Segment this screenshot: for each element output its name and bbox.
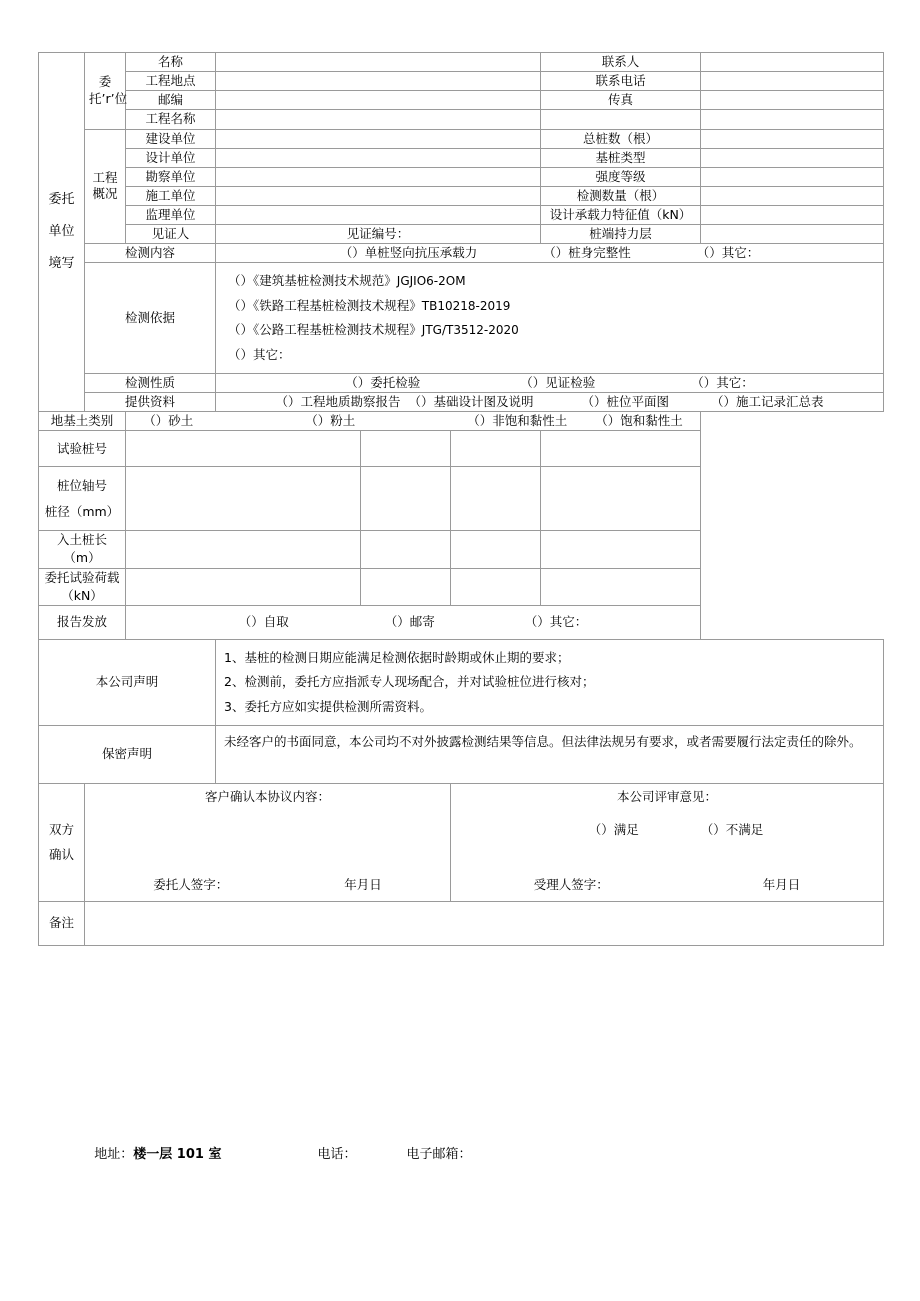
label-confidentiality-statement: 保密声明 — [39, 725, 216, 783]
cell-pile-axis-4[interactable] — [541, 467, 701, 531]
label-detection-nature: 检测性质 — [85, 373, 216, 392]
label-contact-phone: 联系电话 — [541, 72, 701, 91]
client-confirmation-title: 客户确认本协议内容： — [204, 789, 330, 805]
option-satisfied[interactable]: （）满足 — [588, 821, 639, 837]
table-row — [39, 605, 884, 639]
option-sandy-soil[interactable]: （）砂土 — [143, 413, 194, 429]
label-embedded-pile-length: 入土桩长（m） — [39, 531, 126, 568]
table-row — [39, 206, 884, 225]
company-review-cell — [451, 783, 884, 901]
cell-test-load-4[interactable] — [541, 568, 701, 605]
option-saturated-clay[interactable]: （）饱和黏性土 — [595, 413, 683, 429]
both-parties-label-text: 双方确认 — [48, 822, 74, 863]
label-project-location: 工程地点 — [126, 72, 216, 91]
label-report-delivery: 报告发放 — [39, 605, 126, 639]
spacer-cell-right-1 — [541, 110, 701, 129]
value-postcode[interactable] — [216, 91, 541, 110]
table-row — [39, 568, 884, 605]
acceptor-signature-row — [455, 876, 879, 894]
cell-test-pile-number-3[interactable] — [451, 431, 541, 467]
company-review-title: 本公司评审意见： — [616, 789, 717, 805]
label-commissioned-test-load: 委托试验荷载（kN） — [39, 568, 126, 605]
table-row — [39, 167, 884, 186]
table-row — [39, 110, 884, 129]
value-pile-bearing-layer[interactable] — [701, 225, 884, 244]
table-row — [39, 412, 884, 431]
value-design-unit[interactable] — [216, 148, 541, 167]
company-statement-line-3: 3、委托方应如实提供检测所需资料。 — [224, 698, 432, 714]
value-construction-unit[interactable] — [216, 129, 541, 148]
label-test-quantity: 检测数量（根） — [541, 186, 701, 205]
basis-code-2: TB10218-2019 — [421, 298, 511, 313]
vertical-label-c0: 委托单位境写 — [48, 192, 75, 271]
cell-test-pile-number-1[interactable] — [126, 431, 361, 467]
option-content-other[interactable]: （）其它： — [696, 245, 760, 261]
basis-mark-1: （） — [228, 273, 254, 289]
basis-option-2[interactable] — [220, 294, 879, 318]
table-row — [39, 225, 884, 244]
footer-address-value: 楼一层 101 室 — [133, 1147, 222, 1162]
project-group-label — [85, 129, 126, 244]
table-row — [39, 431, 884, 467]
cell-pile-axis-1[interactable] — [126, 467, 361, 531]
value-project-name[interactable] — [216, 110, 541, 129]
table-row — [39, 531, 884, 568]
basis-option-3[interactable] — [220, 318, 879, 342]
label-strength-grade: 强度等级 — [541, 167, 701, 186]
basis-title-2: 《铁路工程基桩检测技术规程》 — [253, 297, 422, 313]
project-group-label-text: 工程概况 — [92, 169, 118, 202]
table-row — [39, 263, 884, 374]
label-total-piles: 总桩数（根） — [541, 129, 701, 148]
basis-title-4: 其它： — [253, 346, 291, 362]
option-foundation-design-drawing[interactable]: （）基础设计图及说明 — [408, 394, 534, 410]
basis-mark-3: （） — [228, 322, 254, 338]
label-contact-person: 联系人 — [541, 53, 701, 72]
cell-pile-length-1[interactable] — [126, 531, 361, 568]
label-survey-unit: 勘察单位 — [126, 167, 216, 186]
basis-title-3: 《公路工程基桩检测技术规程》 — [253, 322, 422, 338]
cell-test-load-3[interactable] — [451, 568, 541, 605]
client-group-label — [85, 53, 126, 130]
remarks-label: 备注 — [48, 915, 74, 931]
value-pile-type[interactable] — [701, 148, 884, 167]
table-row — [39, 639, 884, 725]
table-row — [39, 53, 884, 72]
option-pile-layout-plan[interactable]: （）桩位平面图 — [581, 394, 669, 410]
label-pile-bearing-layer: 桩端持力层 — [541, 225, 701, 244]
footer-email-label: 电子邮箱： — [406, 1147, 472, 1162]
detection-basis-options — [216, 263, 884, 374]
label-construction-unit: 建设单位 — [126, 129, 216, 148]
option-delivery-other[interactable]: （）其它： — [524, 614, 588, 630]
label-pile-axis-number: 桩位轴号 — [56, 477, 107, 493]
company-statement-line-2: 2、检测前，委托方应指派专人现场配合，并对试验桩位进行核对； — [224, 674, 595, 690]
basis-title-1: 《建筑基桩检测技术规范》 — [253, 273, 397, 289]
table-row — [39, 373, 884, 392]
option-self-pickup[interactable]: （）自取 — [238, 614, 289, 630]
label-construction-company: 施工单位 — [126, 186, 216, 205]
value-contact-person[interactable] — [701, 53, 884, 72]
label-pile-diameter: 桩径（mm） — [44, 503, 120, 519]
table-row — [39, 72, 884, 91]
table-row — [39, 901, 884, 945]
option-commissioned-inspection[interactable]: （）委托检验 — [345, 374, 421, 390]
table-row — [39, 244, 884, 263]
label-fax: 传真 — [541, 91, 701, 110]
label-detection-content: 检测内容 — [85, 244, 216, 263]
label-pile-type: 基桩类型 — [541, 148, 701, 167]
value-witness-number[interactable]: 见证编号： — [216, 225, 541, 244]
remarks-label-cell — [39, 901, 85, 945]
basis-code-1: JGJIO6-2OM — [396, 274, 466, 289]
label-provided-materials: 提供资料 — [85, 393, 216, 412]
remarks-value[interactable] — [85, 901, 884, 945]
cell-test-pile-number-2[interactable] — [361, 431, 451, 467]
label-design-unit: 设计单位 — [126, 148, 216, 167]
basis-mark-2: （） — [228, 297, 254, 313]
table-row — [39, 129, 884, 148]
acceptor-signature-date[interactable]: 年月日 — [762, 877, 801, 893]
value-test-quantity[interactable] — [701, 186, 884, 205]
basis-option-1[interactable] — [220, 269, 879, 293]
basis-option-4[interactable] — [220, 343, 879, 367]
table-row — [39, 467, 884, 531]
label-detection-basis: 检测依据 — [85, 263, 216, 374]
cell-test-load-2[interactable] — [361, 568, 451, 605]
client-signature-date[interactable]: 年月日 — [344, 877, 382, 893]
footer-address-block — [94, 1143, 221, 1162]
table-row — [39, 186, 884, 205]
label-soil-category: 地基土类别 — [39, 412, 126, 431]
cell-pile-length-2[interactable] — [361, 531, 451, 568]
report-delivery-options — [126, 605, 701, 639]
option-pile-integrity[interactable]: （）桩身完整性 — [543, 245, 631, 261]
option-not-satisfied[interactable]: （）不满足 — [700, 821, 764, 837]
label-supervision-unit: 监理单位 — [126, 206, 216, 225]
value-client-name[interactable] — [216, 53, 541, 72]
label-witness-person: 见证人 — [126, 225, 216, 244]
table-row — [39, 725, 884, 783]
label-design-bearing-capacity: 设计承载力特征值（kN） — [541, 206, 701, 225]
client-confirmation-cell — [85, 783, 451, 901]
option-silty-soil[interactable]: （）粉土 — [305, 413, 356, 429]
cell-test-pile-number-4[interactable] — [541, 431, 701, 467]
value-construction-company[interactable] — [216, 186, 541, 205]
value-strength-grade[interactable] — [701, 167, 884, 186]
company-review-options — [455, 821, 879, 839]
client-group-label-text: 委托’r’位 — [89, 73, 128, 106]
table-row — [39, 91, 884, 110]
cell-pile-axis-2[interactable] — [361, 467, 451, 531]
value-design-bearing-capacity[interactable] — [701, 206, 884, 225]
company-statement-line-1: 1、基桩的检测日期应能满足检测依据时龄期或休止期的要求； — [224, 649, 570, 665]
spacer-cell-right-2 — [701, 110, 884, 129]
option-vertical-compressive-capacity[interactable]: （）单桩竖向抗压承载力 — [339, 245, 478, 261]
option-construction-record-summary[interactable]: （）施工记录汇总表 — [710, 394, 824, 410]
label-client-name: 名称 — [126, 53, 216, 72]
footer-tel-label: 电话： — [317, 1147, 357, 1162]
table-row — [39, 783, 884, 901]
footer-contact-bar — [38, 1128, 883, 1162]
basis-mark-4: （） — [228, 346, 254, 362]
confidentiality-body — [216, 725, 884, 783]
label-company-statement: 本公司声明 — [39, 639, 216, 725]
label-pile-axis-and-diameter — [39, 467, 126, 531]
table-row — [39, 148, 884, 167]
footer-address-label: 地址： — [94, 1147, 134, 1162]
option-mail[interactable]: （）邮寄 — [384, 614, 435, 630]
commission-form-table — [38, 52, 884, 946]
value-survey-unit[interactable] — [216, 167, 541, 186]
client-signature-label[interactable]: 委托人签字： — [153, 877, 229, 893]
cell-pile-axis-3[interactable] — [451, 467, 541, 531]
company-statement-body — [216, 639, 884, 725]
value-fax[interactable] — [701, 91, 884, 110]
detection-nature-options — [216, 373, 884, 392]
option-unsaturated-clay[interactable]: （）非饱和黏性土 — [467, 413, 568, 429]
both-parties-label — [39, 783, 85, 901]
cell-pile-length-4[interactable] — [541, 531, 701, 568]
option-geological-survey-report[interactable]: （）工程地质勘察报告 — [275, 394, 401, 410]
value-project-location[interactable] — [216, 72, 541, 91]
value-contact-phone[interactable] — [701, 72, 884, 91]
client-signature-row — [89, 876, 446, 894]
confidentiality-text: 未经客户的书面同意，本公司均不对外披露检测结果等信息。但法律法规另有要求，或者需要履行法定责任的除外。 — [224, 733, 862, 749]
basis-code-3: JTG/T3512-2020 — [421, 323, 519, 338]
value-supervision-unit[interactable] — [216, 206, 541, 225]
label-postcode: 邮编 — [126, 91, 216, 110]
cell-test-load-1[interactable] — [126, 568, 361, 605]
option-nature-other[interactable]: （）其它： — [691, 374, 754, 390]
acceptor-signature-label[interactable]: 受理人签字： — [533, 877, 609, 893]
soil-category-options — [126, 412, 701, 431]
value-total-piles[interactable] — [701, 129, 884, 148]
cell-pile-length-3[interactable] — [451, 531, 541, 568]
table-row — [39, 393, 884, 412]
option-witnessed-inspection[interactable]: （）见证检验 — [520, 374, 596, 390]
label-project-name: 工程名称 — [126, 110, 216, 129]
detection-content-options — [216, 244, 884, 263]
label-test-pile-number: 试验桩号 — [39, 431, 126, 467]
vertical-section-label — [39, 53, 85, 412]
provided-materials-options — [216, 393, 884, 412]
